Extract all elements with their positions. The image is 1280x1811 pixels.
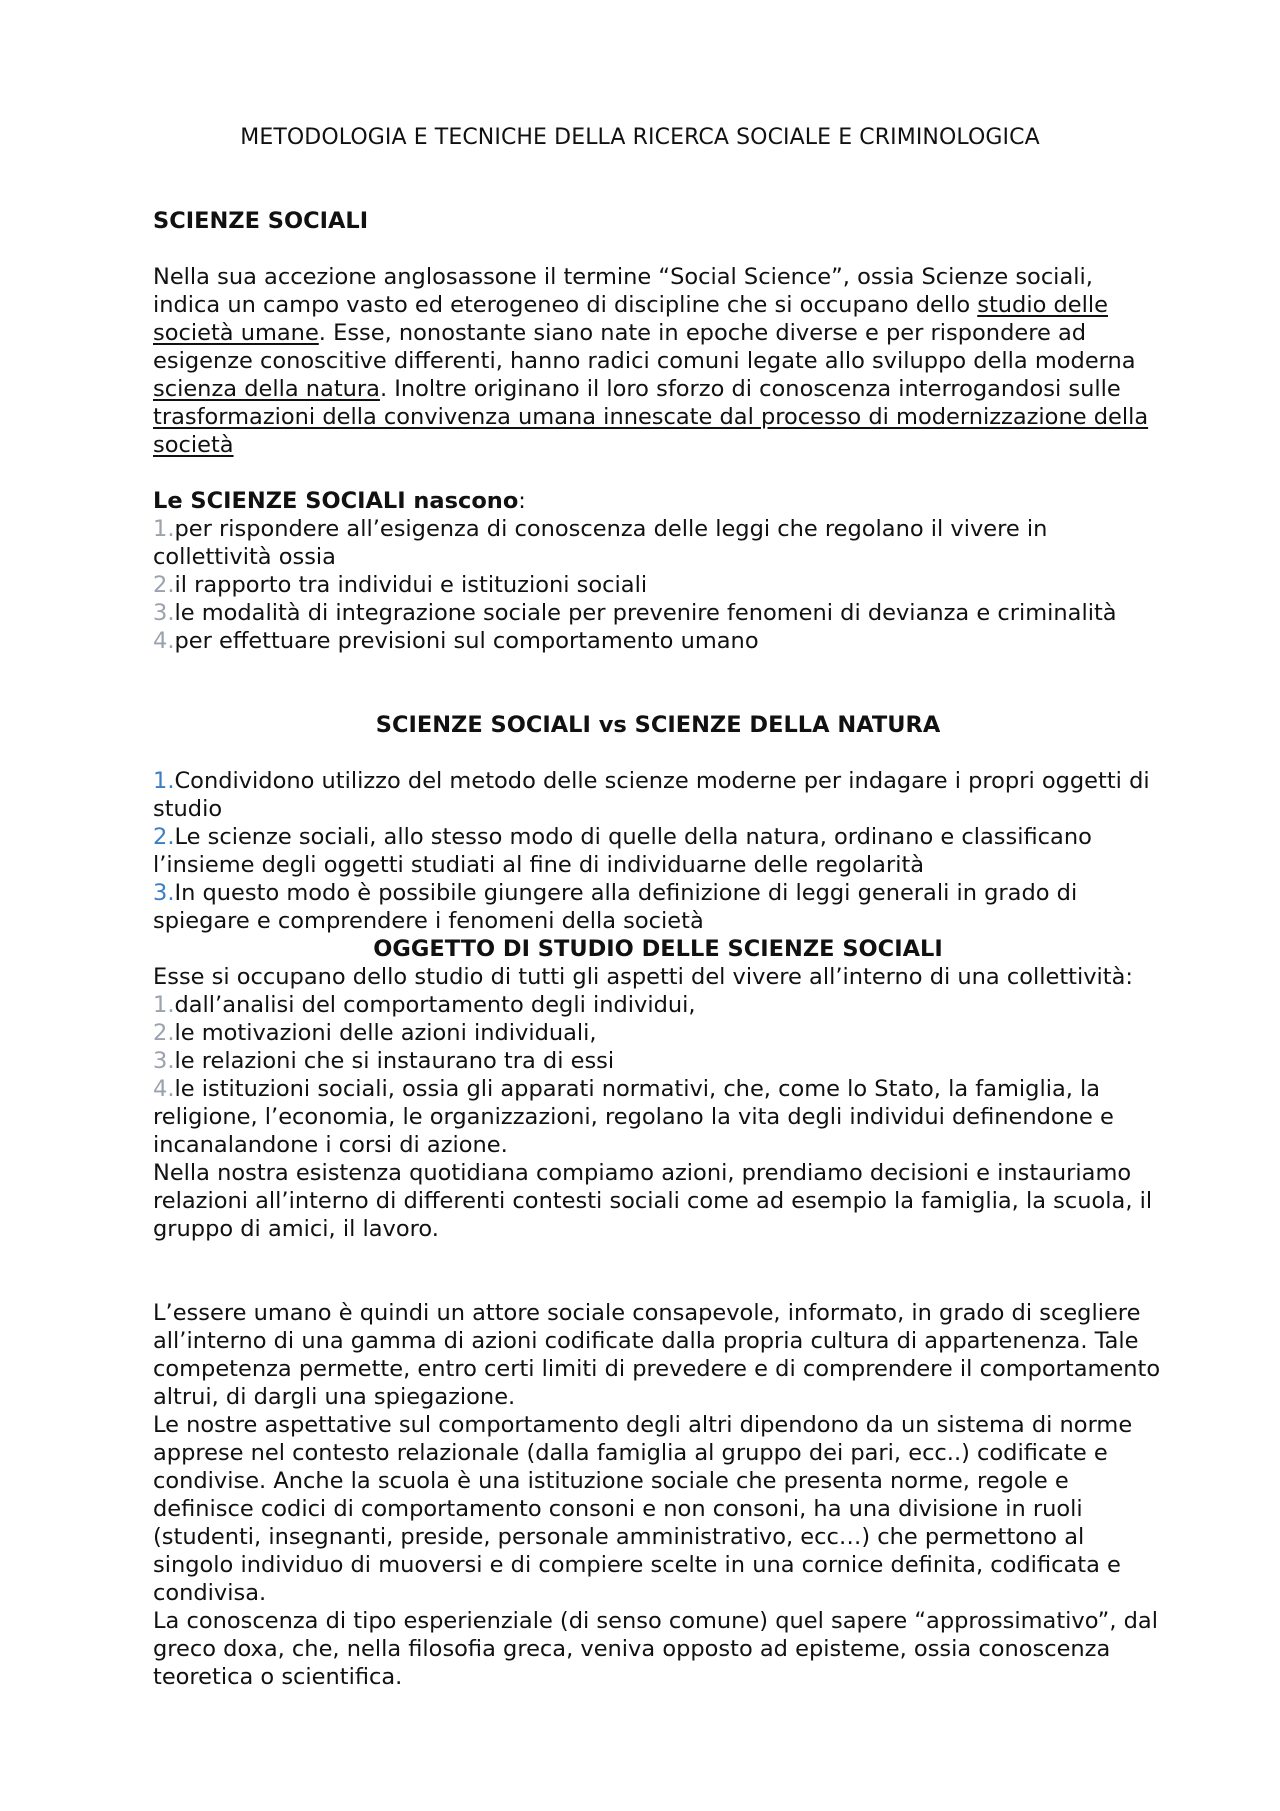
list-text: le istituzioni sociali, ossia gli apparati normativi, che, come lo Stato, la famiglia, la religione, l’economia, le organizzazioni, regolano la vita degli individui definendone e incanalandone i corsi di azione. [153,1076,1114,1158]
body-paragraph: Le nostre aspettative sul comportamento degli altri dipendono da un sistema di norme apprese nel contesto relazionale (dalla famiglia al gruppo dei pari, ecc..) codificate e condivise. Anche la scuola è una istituzione sociale che presenta norme, regole e definisce codici di comportamento consoni e non consoni, ha una divisione in ruoli (studenti, insegnanti, preside, personale amministrativo, ecc…) che permettono al singolo individuo di muoversi e di compiere scelte in una cornice definita, codificata e condivisa. [153,1412,1133,1606]
section-oggetto-continued [153,1299,1163,1691]
list-item [153,991,1163,1019]
body-paragraph: L’essere umano è quindi un attore sociale consapevole, informato, in grado di scegliere all’interno di una gamma di azioni codificate dalla propria cultura di appartenenza. Tale competenza permette, entro certi limiti di prevedere e di comprendere il comportamento altrui, di dargli una spiegazione. [153,1300,1161,1410]
list-item [153,823,1163,879]
list-item [153,1075,1163,1159]
section-heading [153,487,1163,515]
list-number: 1. [153,516,175,542]
list-number: 2. [153,1020,175,1046]
list-text: le modalità di integrazione sociale per prevenire fenomeni di devianza e criminalità [174,600,1117,626]
section-vs-heading-block [153,711,1163,739]
list-item [153,627,1163,655]
list-number: 1. [153,992,175,1018]
list-item [153,767,1163,823]
list-item [153,1019,1163,1047]
section-heading: SCIENZE SOCIALI [153,208,369,234]
body-paragraph: La conoscenza di tipo esperienziale (di senso comune) quel sapere “approssimativo”, dal greco doxa, che, nella filosofia greca, veniva opposto ad episteme, ossia conoscenza teoretica o scientifica. [153,1608,1158,1690]
list-number: 2. [153,824,175,850]
intro-paragraph-block [153,263,1163,459]
list-text: Condividono utilizzo del metodo delle scienze moderne per indagare i propri oggetti di studio [153,768,1150,822]
document-title: METODOLOGIA E TECNICHE DELLA RICERCA SOCIALE E CRIMINOLOGICA [240,125,1040,150]
section-intro: Esse si occupano dello studio di tutti gli aspetti del vivere all’interno di una collettività: [153,964,1133,990]
section-scienze-sociali [153,207,1163,235]
underlined-text: scienza della natura [153,376,380,402]
list-text: per effettuare previsioni sul comportamento umano [174,628,759,654]
list-text: In questo modo è possibile giungere alla definizione di leggi generali in grado di spiegare e comprendere i fenomeni della società [153,880,1078,934]
intro-paragraph [153,263,1163,459]
body-paragraph: Nella nostra esistenza quotidiana compiamo azioni, prendiamo decisioni e instauriamo relazioni all’interno di differenti contesti sociali come ad esempio la famiglia, la scuola, il gruppo di amici, il lavoro. [153,1160,1153,1242]
list-item [153,515,1163,571]
section-heading: OGGETTO DI STUDIO DELLE SCIENZE SOCIALI [373,936,943,962]
list-item [153,879,1163,935]
list-number: 3. [153,600,175,626]
list-number: 4. [153,628,175,654]
list-text: dall’analisi del comportamento degli individui, [174,992,696,1018]
list-item [153,1047,1163,1075]
list-number: 2. [153,572,175,598]
list-text: le relazioni che si instaurano tra di essi [174,1048,615,1074]
list-number: 1. [153,768,175,794]
list-text: il rapporto tra individui e istituzioni sociali [174,572,648,598]
section-oggetto [153,935,1163,1243]
heading-tail: : [518,488,526,514]
text-run: . Inoltre originano il loro sforzo di conoscenza interrogandosi sulle [379,376,1121,402]
list-number: 3. [153,880,175,906]
list-item [153,571,1163,599]
heading-bold-text: Le SCIENZE SOCIALI nascono [153,488,519,514]
list-item [153,599,1163,627]
list-number: 3. [153,1048,175,1074]
underlined-text: trasformazioni della convivenza umana innescate dal processo di modernizzazione della società [153,404,1149,458]
list-text: per rispondere all’esigenza di conoscenza delle leggi che regolano il vivere in collettività ossia [153,516,1048,570]
text-run: . Esse, nonostante siano nate in epoche diverse e per rispondere ad esigenze conoscitive differenti, hanno radici comuni legate allo sviluppo della moderna [153,320,1136,374]
text-run: Nella sua accezione anglosassone il termine “Social Science”, ossia Scienze sociali, indica un campo vasto ed eterogeneo di discipline che si occupano dello [153,264,1093,318]
section-nascono [153,487,1163,655]
section-heading: SCIENZE SOCIALI vs SCIENZE DELLA NATURA [375,712,941,738]
list-text: Le scienze sociali, allo stesso modo di quelle della natura, ordinano e classificano l’insieme degli oggetti studiati al fine di individuarne delle regolarità [153,824,1092,878]
list-number: 4. [153,1076,175,1102]
list-text: le motivazioni delle azioni individuali, [174,1020,597,1046]
underlined-text: studio delle società umane [153,292,1108,346]
section-vs-list [153,767,1163,935]
